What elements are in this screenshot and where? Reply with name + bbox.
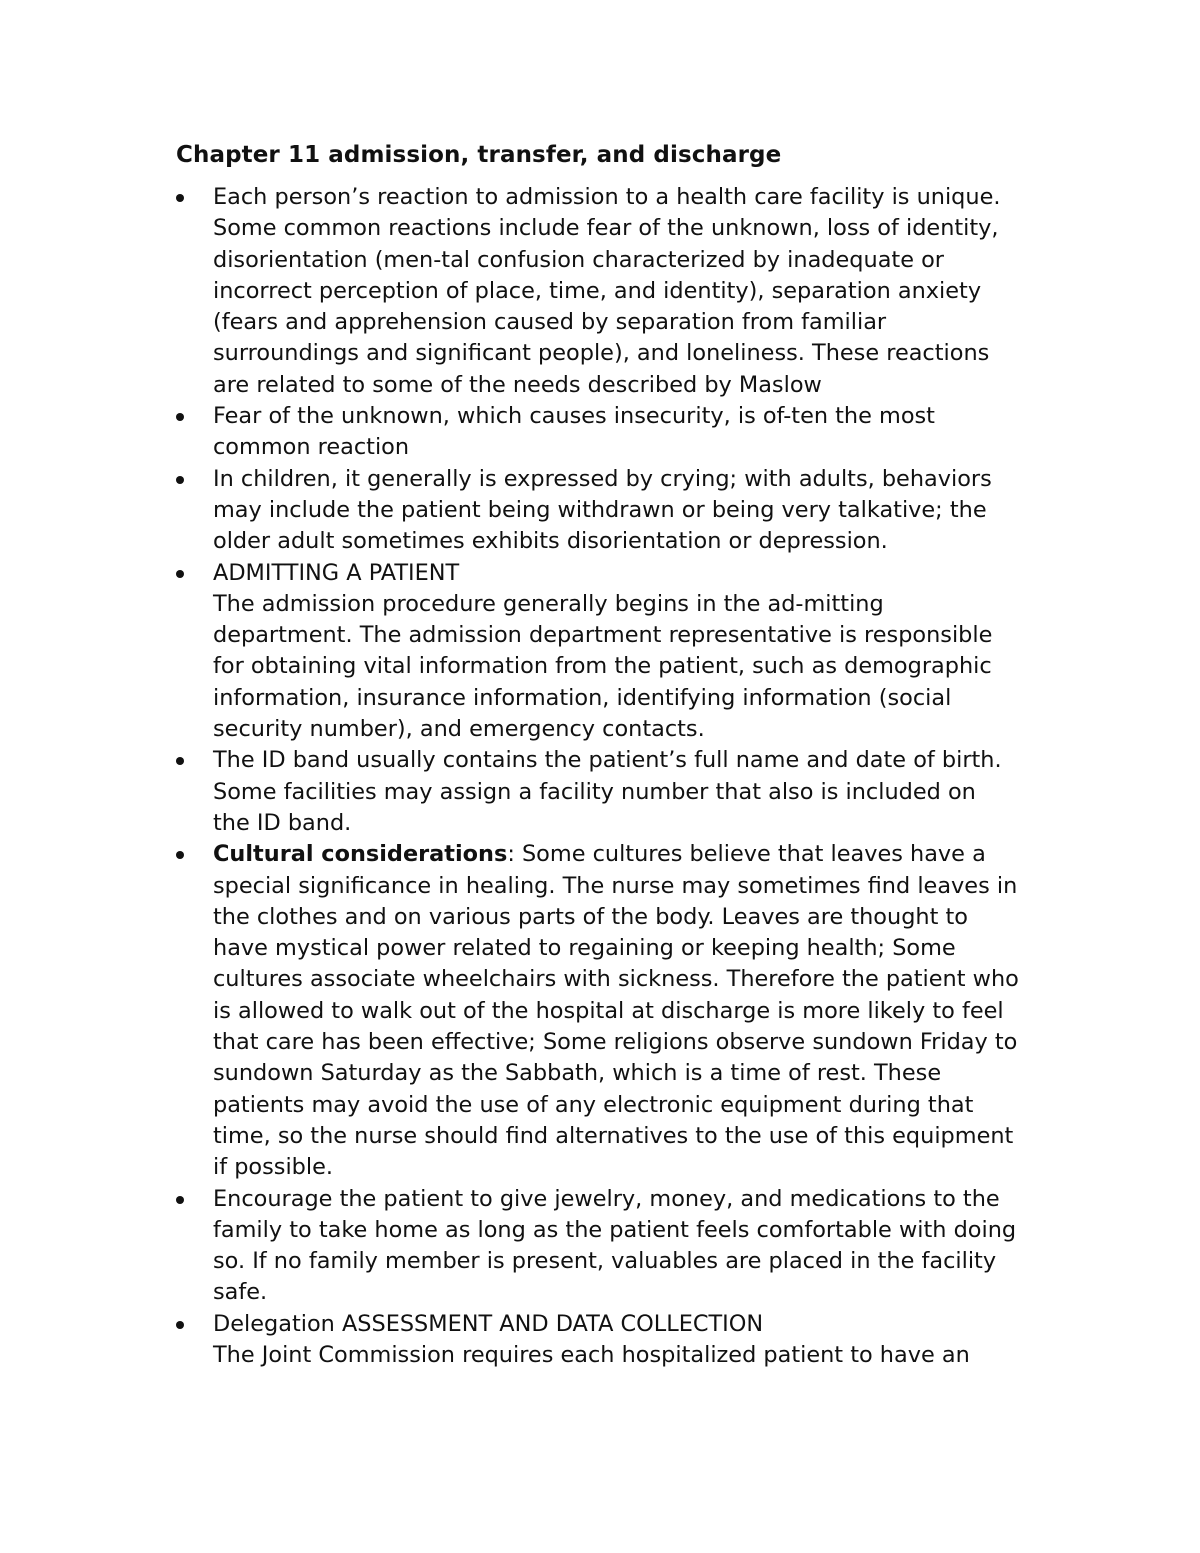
bullet-line: department. The admission department representative is responsible (213, 622, 993, 649)
document-page (176, 139, 1076, 1371)
bullet-line: if possible. (213, 1154, 334, 1181)
bullet-line: disorientation (men-tal confusion characterized by inadequate or (213, 246, 944, 273)
bullet-line: have mystical power related to regaining or keeping health; Some (213, 935, 956, 962)
bullet-line (213, 839, 1076, 870)
list-item (176, 464, 1076, 558)
bullet-line: so. If no family member is present, valuables are placed in the facility (213, 1248, 997, 1275)
bullet-line: patients may avoid the use of any electronic equipment during that (213, 1091, 974, 1118)
bullet-line: family to take home as long as the patient feels comfortable with doing (213, 1216, 1017, 1243)
bullet-line: Some facilities may assign a facility number that also is included on (213, 778, 976, 805)
page-title: Chapter 11 admission, transfer, and discharge (176, 142, 782, 168)
bullet-line: the clothes and on various parts of the body. Leaves are thought to (213, 903, 968, 930)
bullet-line: common reaction (213, 434, 410, 461)
bold-lead-text: Cultural considerations (213, 841, 508, 868)
bullet-dot-icon (176, 757, 184, 765)
bullet-line: (fears and apprehension caused by separation from familiar (213, 309, 887, 336)
bullet-dot-icon (176, 194, 184, 202)
bullet-dot-icon (176, 1196, 184, 1204)
list-item (176, 839, 1076, 1183)
list-item (176, 1184, 1076, 1309)
bullet-line: security number), and emergency contacts. (213, 716, 705, 743)
bullet-line: Each person’s reaction to admission to a health care facility is unique. (213, 184, 1001, 210)
list-item (176, 1309, 1076, 1372)
bullet-dot-icon (176, 413, 184, 421)
bullet-line: is allowed to walk out of the hospital at discharge is more likely to feel (213, 997, 1004, 1024)
bullet-line: Fear of the unknown, which causes insecurity, is of-ten the most (213, 403, 935, 430)
bullet-line: special significance in healing. The nurse may sometimes find leaves in (213, 872, 1018, 899)
bullet-dot-icon (176, 570, 184, 578)
bullet-line: information, insurance information, identifying information (social (213, 684, 952, 711)
bullet-line: Some common reactions include fear of the unknown, loss of identity, (213, 215, 999, 242)
bullet-dot-icon (176, 851, 184, 859)
bullet-line: the ID band. (213, 809, 352, 836)
bullet-line: incorrect perception of place, time, and identity), separation anxiety (213, 277, 982, 304)
bullet-line: safe. (213, 1279, 268, 1306)
bullet-line: that care has been effective; Some religions observe sundown Friday to (213, 1029, 1018, 1056)
bullet-line: for obtaining vital information from the patient, such as demographic (213, 653, 992, 680)
bullet-line: In children, it generally is expressed by crying; with adults, behaviors (213, 465, 992, 492)
list-item (176, 745, 1076, 839)
bullet-line: time, so the nurse should find alternatives to the use of this equipment (213, 1122, 1014, 1149)
list-item (176, 182, 1076, 401)
bullet-line: are related to some of the needs described by Maslow (213, 371, 822, 398)
bullet-line: older adult sometimes exhibits disorientation or depression. (213, 528, 888, 555)
bullet-dot-icon (176, 476, 184, 484)
bullet-line: The Joint Commission requires each hospitalized patient to have an (213, 1341, 970, 1368)
bullet-line: may include the patient being withdrawn or being very talkative; the (213, 496, 987, 523)
bullet-line: surroundings and significant people), and loneliness. These reactions (213, 340, 990, 367)
bullet-line: Encourage the patient to give jewelry, money, and medications to the (213, 1185, 1000, 1212)
list-item (176, 558, 1076, 746)
list-item (176, 401, 1076, 464)
bullet-line: ADMITTING A PATIENT (213, 559, 460, 586)
bullet-dot-icon (176, 1321, 184, 1329)
bullet-line: cultures associate wheelchairs with sickness. Therefore the patient who (213, 966, 1019, 993)
bullet-line: sundown Saturday as the Sabbath, which is a time of rest. These (213, 1060, 942, 1087)
bullet-line-rest: : Some cultures believe that leaves have a (507, 841, 986, 868)
bullet-line: Delegation ASSESSMENT AND DATA COLLECTION (213, 1310, 764, 1337)
bullet-line: The admission procedure generally begins in the ad-mitting (213, 590, 884, 617)
bullet-list (176, 182, 1076, 1371)
bullet-line: The ID band usually contains the patient’s full name and date of birth. (213, 747, 1002, 774)
